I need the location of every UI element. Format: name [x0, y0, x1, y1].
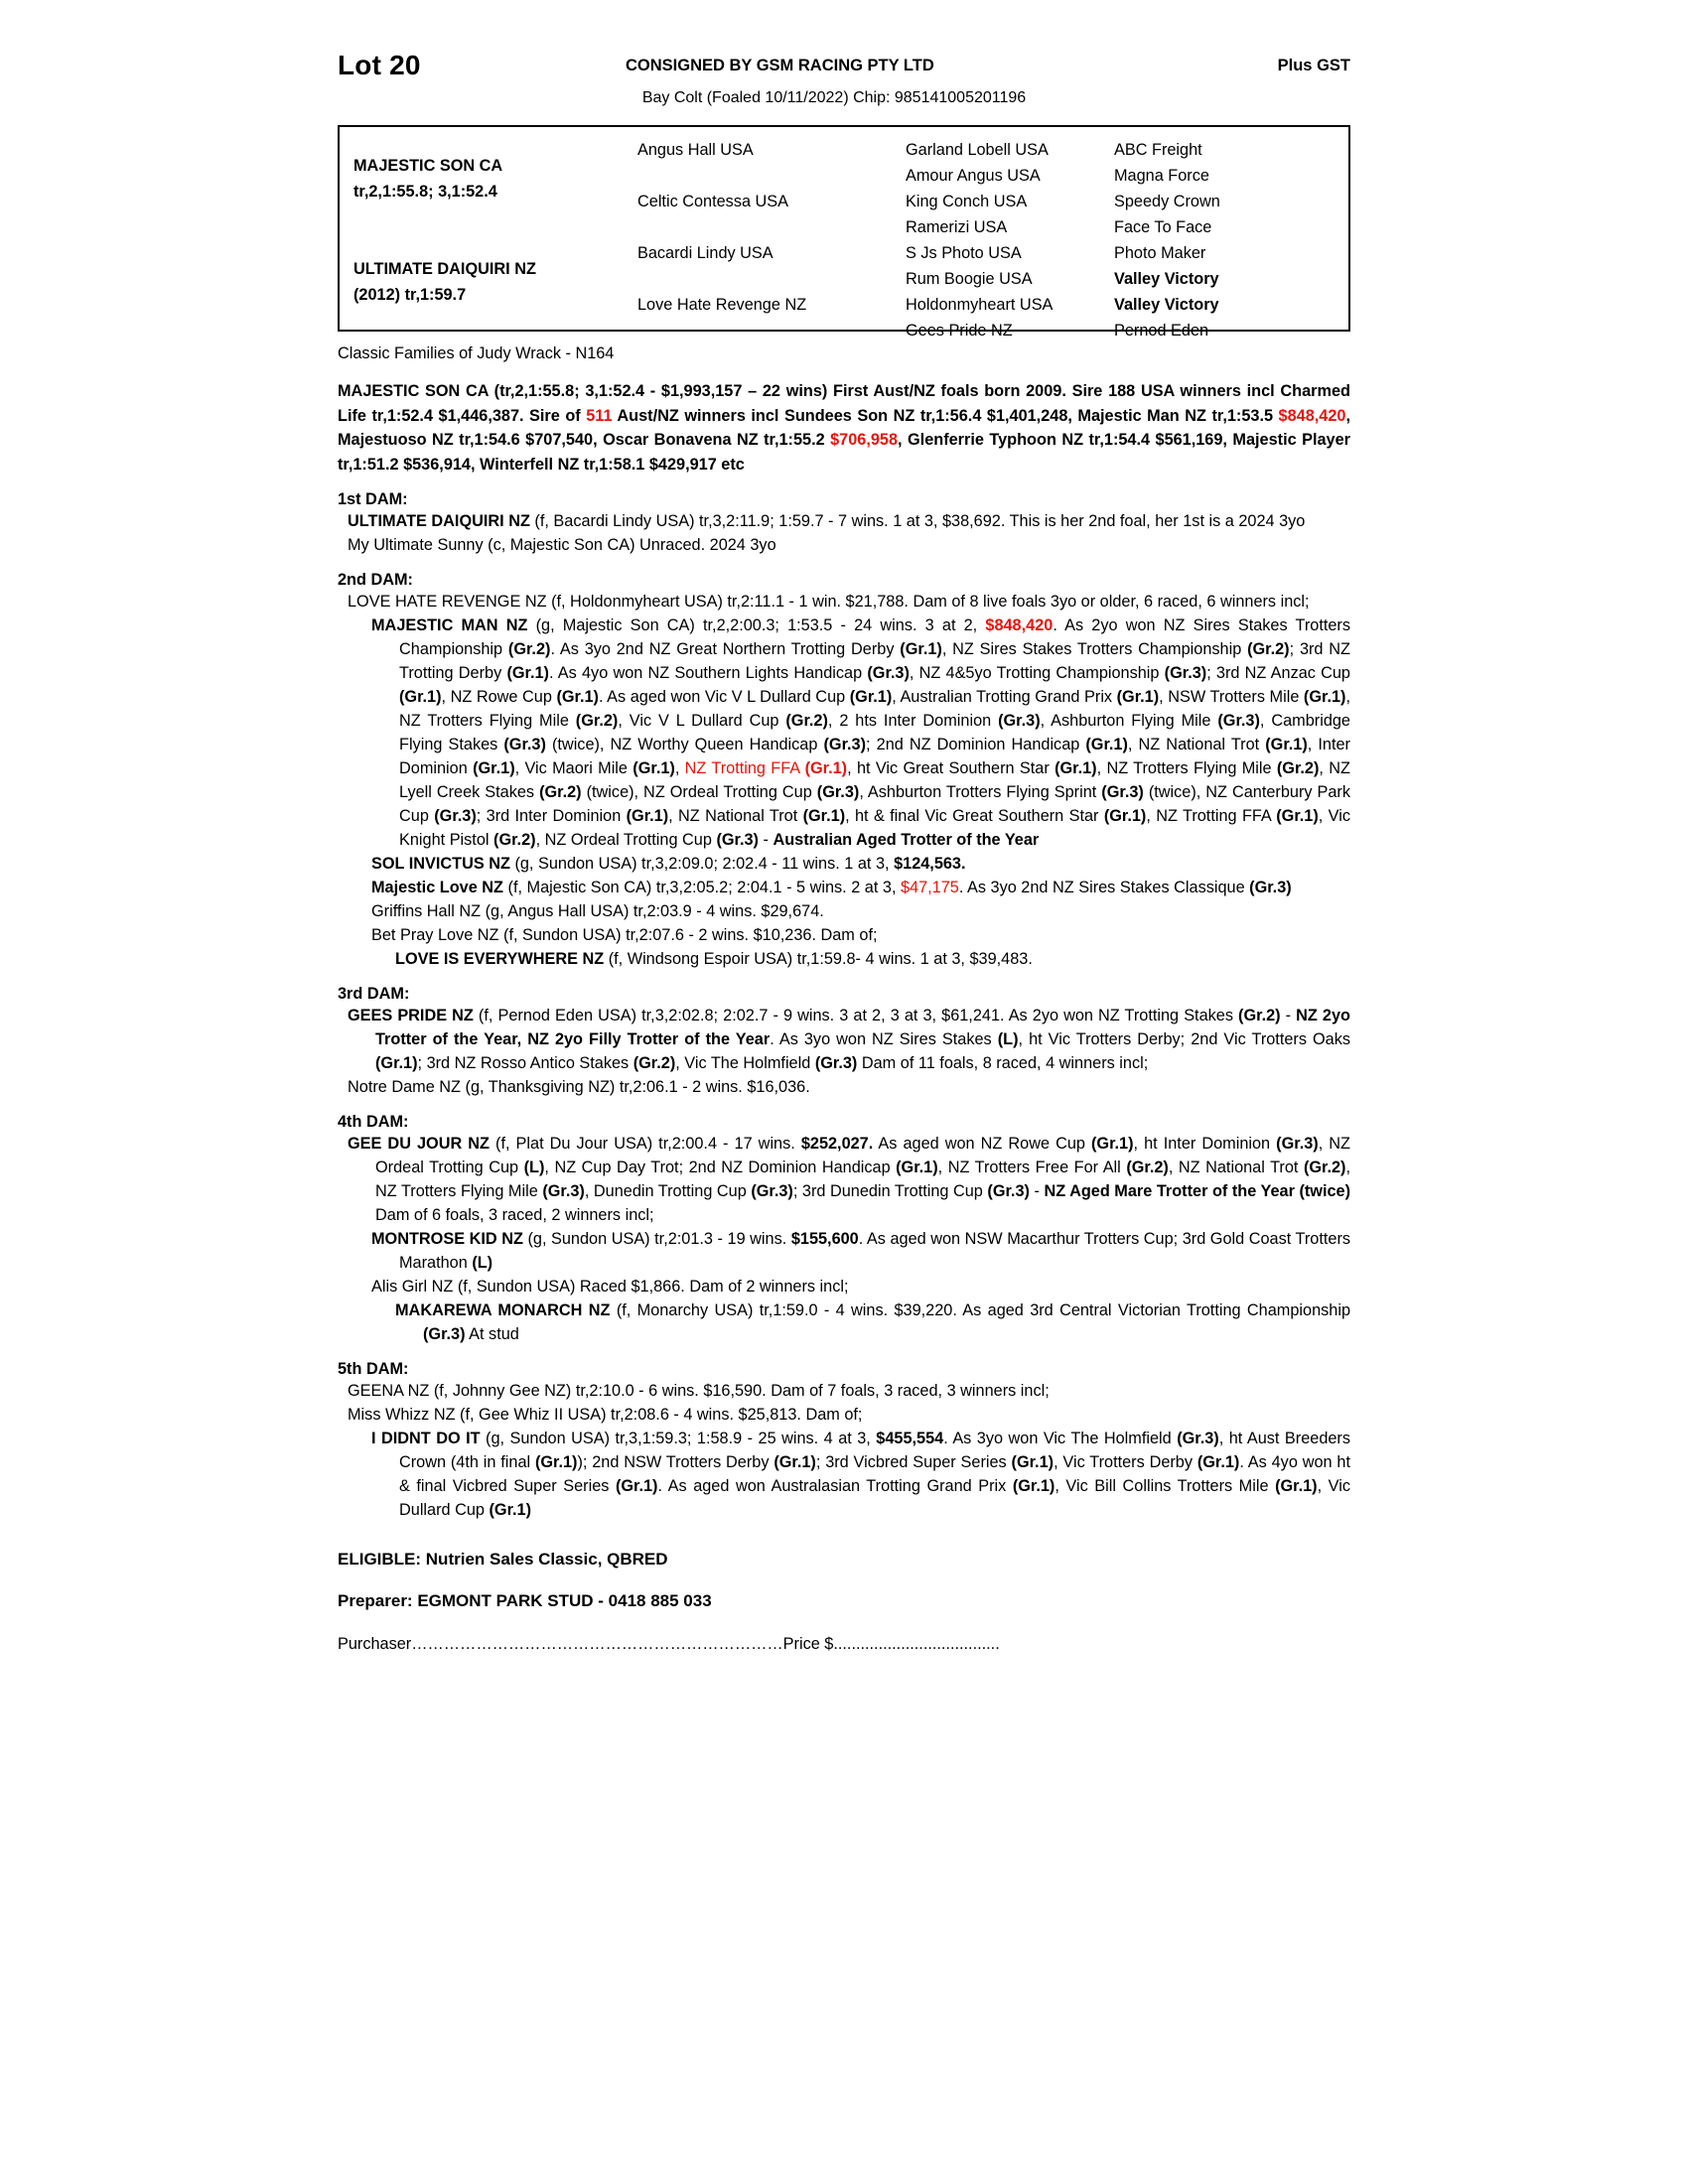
pedigree-cell: Photo Maker — [1114, 244, 1206, 262]
pedigree-cell: MAJESTIC SON CA — [353, 157, 503, 175]
pedigree-entry: Majestic Love NZ (f, Majestic Son CA) tr,3,2:05.2; 2:04.1 - 5 wins. 2 at 3, $47,175. As 3yo 2nd NZ Sires Stakes Classique (Gr.3) — [371, 879, 1292, 896]
pedigree-entry: MONTROSE KID NZ (g, Sundon USA) tr,2:01.3 - 19 wins. $155,600. As aged won NSW Macarthur Trotters Cup; 3rd Gold Coast Trotters Marathon (L) — [371, 1230, 1351, 1272]
pedigree-cell: Celtic Contessa USA — [637, 193, 789, 210]
pedigree-column-3 — [906, 127, 1114, 340]
eligible-line: ELIGIBLE: Nutrien Sales Classic, QBRED — [338, 1550, 668, 1569]
dam-sections — [338, 490, 1350, 1522]
pedigree-entry: Notre Dame NZ (g, Thanksgiving NZ) tr,2:06.1 - 2 wins. $16,036. — [348, 1078, 810, 1096]
pedigree-cell: Rum Boogie USA — [906, 270, 1033, 288]
consignor-name: CONSIGNED BY GSM RACING PTY LTD — [626, 57, 934, 74]
classic-families-line: Classic Families of Judy Wrack - N164 — [338, 344, 615, 362]
pedigree-entry: GEENA NZ (f, Johnny Gee NZ) tr,2:10.0 - 6 wins. $16,590. Dam of 7 foals, 3 raced, 3 winners incl; — [348, 1382, 1050, 1400]
gst-note: Plus GST — [1277, 57, 1350, 74]
lot-number: Lot 20 — [338, 50, 421, 80]
animal-description: Bay Colt (Foaled 10/11/2022) Chip: 985141005201196 — [641, 89, 1027, 106]
pedigree-cell: King Conch USA — [906, 193, 1028, 210]
pedigree-entry: LOVE HATE REVENGE NZ (f, Holdonmyheart USA) tr,2:11.1 - 1 win. $21,788. Dam of 8 live foals 3yo or older, 6 raced, 6 winners incl; — [348, 593, 1310, 611]
pedigree-cell: S Js Photo USA — [906, 244, 1022, 262]
pedigree-cell: (2012) tr,1:59.7 — [353, 286, 467, 304]
pedigree-column-1 — [353, 127, 641, 330]
page-header — [338, 50, 1350, 95]
pedigree-cell: Ramerizi USA — [906, 218, 1008, 236]
pedigree-cell: Amour Angus USA — [906, 167, 1041, 185]
pedigree-cell: Pernod Eden — [1114, 322, 1209, 340]
dam-heading: 5th DAM: — [338, 1360, 409, 1378]
pedigree-entry: ULTIMATE DAIQUIRI NZ (f, Bacardi Lindy USA) tr,3,2:11.9; 1:59.7 - 7 wins. 1 at 3, $38,692. This is her 2nd foal, her 1st is a 2024 3yo — [348, 512, 1306, 530]
pedigree-entry: Griffins Hall NZ (g, Angus Hall USA) tr,2:03.9 - 4 wins. $29,674. — [371, 902, 824, 920]
pedigree-entry: My Ultimate Sunny (c, Majestic Son CA) Unraced. 2024 3yo — [348, 536, 776, 554]
pedigree-cell: Holdonmyheart USA — [906, 296, 1054, 314]
dam-heading: 1st DAM: — [338, 490, 408, 508]
pedigree-entry: LOVE IS EVERYWHERE NZ (f, Windsong Espoir USA) tr,1:59.8- 4 wins. 1 at 3, $39,483. — [395, 950, 1033, 968]
pedigree-cell: Angus Hall USA — [637, 141, 754, 159]
pedigree-entry: I DIDNT DO IT (g, Sundon USA) tr,3,1:59.3; 1:58.9 - 25 wins. 4 at 3, $455,554. As 3yo won Vic The Holmfield (Gr.3), ht Aust Breeders Crown (4th in final (Gr.1)); 2nd NSW Trotters Derby (Gr.1); 3rd Vicbred Super Series (Gr.1), Vic Trotters Derby (Gr.1). As 4yo won ht & final Vicbred Super Series (Gr.1). As aged won Australasian Trotting Grand Prix (Gr.1), Vic Bill Collins Trotters Mile (Gr.1), Vic Dullard Cup (Gr.1) — [371, 1430, 1350, 1519]
pedigree-cell: Garland Lobell USA — [906, 141, 1049, 159]
pedigree-cell: tr,2,1:55.8; 3,1:52.4 — [353, 183, 497, 201]
pedigree-cell: Bacardi Lindy USA — [637, 244, 774, 262]
pedigree-cell: Speedy Crown — [1114, 193, 1220, 210]
dam-heading: 3rd DAM: — [338, 985, 410, 1003]
pedigree-entry: MAKAREWA MONARCH NZ (f, Monarchy USA) tr,1:59.0 - 4 wins. $39,220. As aged 3rd Central Victorian Trotting Championship (Gr.3) At stud — [395, 1301, 1351, 1343]
pedigree-cell: Face To Face — [1114, 218, 1212, 236]
pedigree-entry: SOL INVICTUS NZ (g, Sundon USA) tr,3,2:09.0; 2:02.4 - 11 wins. 1 at 3, $124,563. — [371, 855, 966, 873]
pedigree-entry: Alis Girl NZ (f, Sundon USA) Raced $1,866. Dam of 2 winners incl; — [371, 1278, 849, 1296]
dam-heading: 2nd DAM: — [338, 571, 413, 589]
pedigree-cell: Valley Victory — [1114, 270, 1219, 288]
pedigree-cell: Valley Victory — [1114, 296, 1219, 314]
pedigree-entry: GEES PRIDE NZ (f, Pernod Eden USA) tr,3,2:02.8; 2:02.7 - 9 wins. 3 at 2, 3 at 3, $61,241. As 2yo won NZ Trotting Stakes (Gr.2) - NZ 2yo Trotter of the Year, NZ 2yo Filly Trotter of the Year. As 3yo won NZ Sires Stakes (L), ht Vic Trotters Derby; 2nd Vic Trotters Oaks (Gr.1); 3rd NZ Rosso Antico Stakes (Gr.2), Vic The Holmfield (Gr.3) Dam of 11 foals, 8 raced, 4 winners incl; — [348, 1007, 1350, 1072]
pedigree-cell: Gees Pride NZ — [906, 322, 1013, 340]
pedigree-cell: ULTIMATE DAIQUIRI NZ — [353, 260, 536, 278]
pedigree-cell: ABC Freight — [1114, 141, 1202, 159]
purchaser-line: Purchaser……………………………………………………………Price $..................................... — [338, 1635, 1000, 1653]
pedigree-cell: Magna Force — [1114, 167, 1209, 185]
pedigree-entry: GEE DU JOUR NZ (f, Plat Du Jour USA) tr,2:00.4 - 17 wins. $252,027. As aged won NZ Rowe Cup (Gr.1), ht Inter Dominion (Gr.3), NZ Ordeal Trotting Cup (L), NZ Cup Day Trot; 2nd NZ Dominion Handicap (Gr.1), NZ Trotters Free For All (Gr.2), NZ National Trot (Gr.2), NZ Trotters Flying Mile (Gr.3), Dunedin Trotting Cup (Gr.3); 3rd Dunedin Trotting Cup (Gr.3) - NZ Aged Mare Trotter of the Year (twice) Dam of 6 foals, 3 raced, 2 winners incl; — [348, 1135, 1351, 1224]
pedigree-column-2 — [637, 127, 906, 330]
pedigree-entry: Miss Whizz NZ (f, Gee Whiz II USA) tr,2:08.6 - 4 wins. $25,813. Dam of; — [348, 1406, 863, 1424]
pedigree-entry: MAJESTIC MAN NZ (g, Majestic Son CA) tr,2,2:00.3; 1:53.5 - 24 wins. 3 at 2, $848,420. As 2yo won NZ Sires Stakes Trotters Championship (Gr.2). As 3yo 2nd NZ Great Northern Trotting Derby (Gr.1), NZ Sires Stakes Trotters Championship (Gr.2); 3rd NZ Trotting Derby (Gr.1). As 4yo won NZ Southern Lights Handicap (Gr.3), NZ 4&5yo Trotting Championship (Gr.3); 3rd NZ Anzac Cup (Gr.1), NZ Rowe Cup (Gr.1). As aged won Vic V L Dullard Cup (Gr.1), Australian Trotting Grand Prix (Gr.1), NSW Trotters Mile (Gr.1), NZ Trotters Flying Mile (Gr.2), Vic V L Dullard Cup (Gr.2), 2 hts Inter Dominion (Gr.3), Ashburton Flying Mile (Gr.3), Cambridge Flying Stakes (Gr.3) (twice), NZ Worthy Queen Handicap (Gr.3); 2nd NZ Dominion Handicap (Gr.1), NZ National Trot (Gr.1), Inter Dominion (Gr.1), Vic Maori Mile (Gr.1), NZ Trotting FFA (Gr.1), ht Vic Great Southern Star (Gr.1), NZ Trotters Flying Mile (Gr.2), NZ Lyell Creek Stakes (Gr.2) (twice), NZ Ordeal Trotting Cup (Gr.3), Ashburton Trotters Flying Sprint (Gr.3) (twice), NZ Canterbury Park Cup (Gr.3); 3rd Inter Dominion (Gr.1), NZ National Trot (Gr.1), ht & final Vic Great Southern Star (Gr.1), NZ Trotting FFA (Gr.1), Vic Knight Pistol (Gr.2), NZ Ordeal Trotting Cup (Gr.3) - Australian Aged Trotter of the Year — [371, 616, 1351, 849]
pedigree-entry: Bet Pray Love NZ (f, Sundon USA) tr,2:07.6 - 2 wins. $10,236. Dam of; — [371, 926, 878, 944]
pedigree-table — [338, 125, 1350, 340]
preparer-line: Preparer: EGMONT PARK STUD - 0418 885 033 — [338, 1591, 712, 1610]
sire-summary: MAJESTIC SON CA (tr,2,1:55.8; 3,1:52.4 - $1,993,157 – 22 wins) First Aust/NZ foals born 2009. Sire 188 USA winners incl Charmed Life tr,1:52.4 $1,446,387. Sire of 511 Aust/NZ winners incl Sundees Son NZ tr,1:56.4 $1,401,248, Majestic Man NZ tr,1:53.5 $848,420, Majestuoso NZ tr,1:54.6 $707,540, Oscar Bonavena NZ tr,1:55.2 $706,958, Glenferrie Typhoon NZ tr,1:54.4 $561,169, Majestic Player tr,1:51.2 $536,914, Winterfell NZ tr,1:58.1 $429,917 etc — [338, 382, 1350, 474]
pedigree-column-4 — [1114, 127, 1313, 340]
dam-heading: 4th DAM: — [338, 1113, 409, 1131]
pedigree-cell: Love Hate Revenge NZ — [637, 296, 807, 314]
